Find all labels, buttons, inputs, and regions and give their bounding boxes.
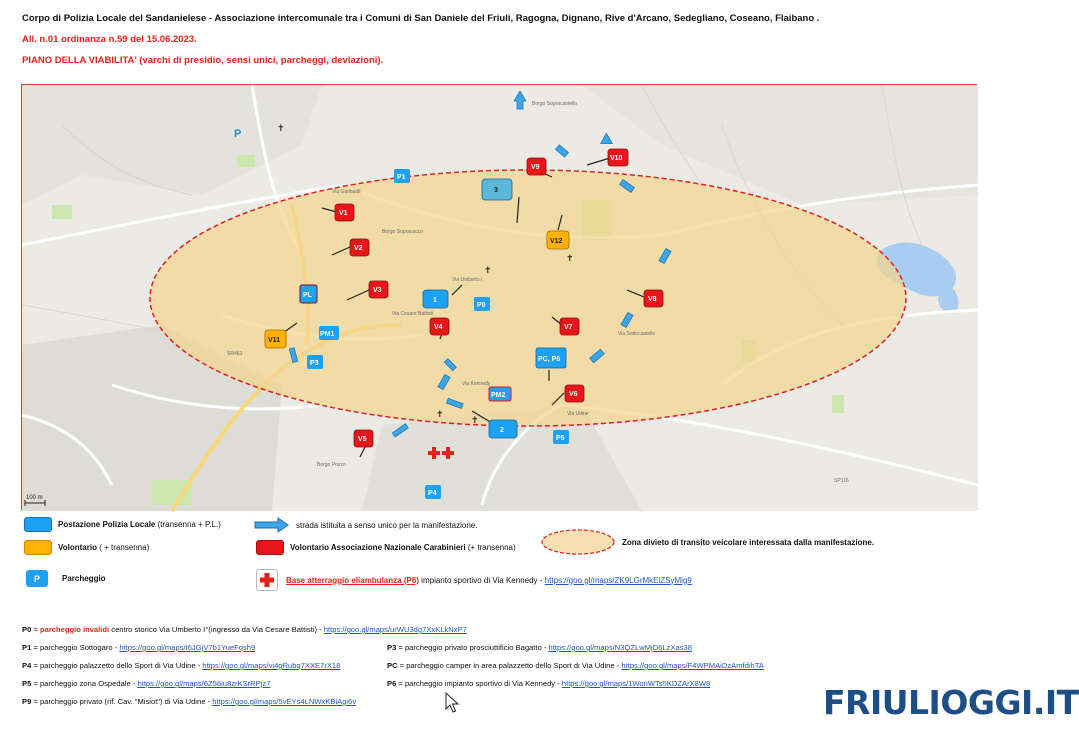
traffic-map[interactable] xyxy=(21,84,977,510)
parking-marker-pl xyxy=(300,285,317,303)
street-label: Via Udine xyxy=(567,411,589,417)
marker-label: V9 xyxy=(531,164,540,171)
legend-zona xyxy=(540,528,874,556)
parking-entry: P9 = parcheggio privato (rif. Cav. "Misiot") di Via Udine - https://goo.gl/maps/5vEYs4LNWxKBiAgi6v xyxy=(22,697,357,706)
map-green xyxy=(152,480,192,505)
legend-senso-unico xyxy=(254,517,477,533)
marker-label: 3 xyxy=(494,187,498,194)
marker-label: PL xyxy=(303,292,312,299)
marker-label: P3 xyxy=(310,360,319,367)
scale-label: 100 m xyxy=(26,495,43,501)
marker-label: 1 xyxy=(433,297,437,304)
marker-label: V5 xyxy=(358,436,367,443)
parking-link[interactable]: https://goo.gl/maps/F4WPMAiDzAmfdihTA xyxy=(621,661,764,670)
parking-link[interactable]: https://goo.gl/maps/vi4gRubq7XXE7rX18 xyxy=(202,661,341,670)
street-label: Borgo Sopracastello xyxy=(532,101,578,107)
map-legend xyxy=(22,515,1002,595)
marker-label: PM2 xyxy=(491,392,506,399)
mouse-cursor-icon xyxy=(445,692,461,714)
marker-label: V4 xyxy=(434,324,443,331)
parking-icon: P xyxy=(26,570,48,587)
one-way-arrow-icon xyxy=(254,517,290,533)
legend-parcheggio xyxy=(26,570,106,587)
marker-label: PM1 xyxy=(320,331,335,338)
marker-label: P1 xyxy=(397,174,406,181)
svg-text:✝: ✝ xyxy=(471,416,479,426)
street-label: SR463 xyxy=(227,351,243,357)
legend-orange-swatch xyxy=(24,540,52,555)
header-ordinance: All. n.01 ordinanza n.59 del 15.06.2023. xyxy=(22,34,197,45)
parking-entry: P4 = parcheggio palazzetto dello Sport di Via Udine - https://goo.gl/maps/vi4gRubq7XXE7rX18 xyxy=(22,661,341,670)
legend-parcheggio-label: Parcheggio xyxy=(62,574,106,583)
street-label: Via Umberto I xyxy=(452,277,483,283)
marker-label: PC, P6 xyxy=(538,356,561,363)
street-label: Via Garibaldi xyxy=(332,189,361,195)
parking-entry: PC = parcheggio camper in area palazzetto dello Sport di Via Udine - https://goo.gl/maps/F4WPMAiDzAmfdihTA xyxy=(387,661,764,670)
street-label: Via Kennedy xyxy=(462,381,491,387)
header-plan-title: PIANO DELLA VIABILITA' (varchi di presidio, sensi unici, parcheggi, deviazioni). xyxy=(22,55,384,66)
street-label: Borgo Pozzo xyxy=(317,462,346,468)
marker-label: P0 xyxy=(477,302,486,309)
parking-marker-p4 xyxy=(425,485,441,499)
map-green xyxy=(52,205,72,219)
parking-marker-p1 xyxy=(394,169,410,183)
marker-label: 2 xyxy=(500,427,504,434)
legend-polizia-label: Postazione Polizia Locale xyxy=(58,520,156,529)
street-label: SP116 xyxy=(834,478,849,484)
marker-label: V6 xyxy=(569,391,578,398)
parking-entry: P3 = parcheggio privato prosciuttificio Bagatto - https://goo.gl/maps/N3QZLwMjD6LzXas38 xyxy=(387,643,692,652)
map-canvas xyxy=(22,85,978,511)
parking-link[interactable]: https://goo.gl/maps/1WonWTs5KDZArX8W8 xyxy=(561,679,711,688)
parking-entry: P1 = parcheggio Sottogaro - https://goo.gl/maps/t6JGjV7b1YueFqsh9 xyxy=(22,643,256,652)
svg-text:✝: ✝ xyxy=(484,266,492,276)
legend-polizia xyxy=(24,517,221,532)
parking-link[interactable]: https://goo.gl/maps/5vEYs4LNWxKBiAgi6v xyxy=(212,697,357,706)
legend-zona-label: Zona divieto di transito veicolare interessata dalla manifestazione. xyxy=(622,537,875,547)
legend-eliambulanza xyxy=(256,569,692,591)
legend-volontario-note: ( + transenna) xyxy=(99,543,150,552)
parking-marker-pm2 xyxy=(489,387,511,401)
parking-link[interactable]: https://goo.gl/maps/t6JGjV7b1YueFqsh9 xyxy=(119,643,256,652)
parking-link[interactable]: https://goo.gl/maps/6Z56iu8zrKSrRPjz7 xyxy=(137,679,271,688)
street-label: Via Cesare Battisti xyxy=(392,311,434,317)
marker-label: V10 xyxy=(610,155,623,162)
parking-link[interactable]: https://goo.gl/maps/N3QZLwMjD6LzXas38 xyxy=(548,643,692,652)
svg-text:✝: ✝ xyxy=(436,410,444,420)
legend-polizia-note: (transenna + P.L.) xyxy=(157,520,221,529)
marker-label: V3 xyxy=(373,287,382,294)
legend-blue-swatch xyxy=(24,517,52,532)
street-label: Borgo Soprasacco xyxy=(382,229,424,235)
legend-senso-unico-label: strada istituita a senso unico per la manifestazione. xyxy=(296,520,478,530)
parking-marker-pm1 xyxy=(319,326,339,340)
legend-carabinieri-label: Volontario Associazione Nazionale Carabinieri xyxy=(290,543,466,552)
svg-text:✝: ✝ xyxy=(277,124,285,134)
red-cross-icon xyxy=(256,569,278,591)
street-label: Via Sottocastello xyxy=(618,331,656,337)
parking-entry: P0 = parcheggio invalidi centro storico Via Umberto I°(ingresso da Via Cesare Battisti) - https://goo.gl/maps/urWU3dg7XxKLkNxP7 xyxy=(22,625,467,634)
legend-eliambulanza-text: impianto sportivo di Via Kennedy - xyxy=(421,575,543,585)
parking-marker-p0 xyxy=(474,297,490,311)
map-green xyxy=(237,155,255,167)
restricted-zone xyxy=(150,170,906,426)
document-header xyxy=(22,8,1002,71)
marker-label: V2 xyxy=(354,245,363,252)
parking-link[interactable]: https://goo.gl/maps/urWU3dg7XxKLkNxP7 xyxy=(323,625,467,634)
legend-carabinieri-note: (+ transenna) xyxy=(467,543,516,552)
legend-red-swatch xyxy=(256,540,284,555)
brand-logo: FRIULIOGGI.IT xyxy=(823,683,1079,722)
parking-entry: P6 = parcheggio impianto sportivo di Via Kennedy - https://goo.gl/maps/1WonWTs5KDZArX8W8 xyxy=(387,679,711,688)
marker-label: V12 xyxy=(550,238,563,245)
legend-eliambulanza-link[interactable]: https://goo.gl/maps/ZK9LGrMkEiZSyMig9 xyxy=(544,575,692,585)
legend-volontario xyxy=(24,540,149,555)
map-green xyxy=(832,395,844,413)
legend-volontario-label: Volontario xyxy=(58,543,97,552)
zone-ellipse-icon xyxy=(540,528,616,556)
parking-p-icon xyxy=(234,128,241,140)
legend-eliambulanza-label: Base atterraggio eliambulanza (P6) xyxy=(286,575,419,585)
legend-carabinieri xyxy=(256,540,516,555)
header-title: Corpo di Polizia Locale del Sandanielese - Associazione intercomunale tra i Comuni di San Daniele del Friuli, Ragogna, Dignano, Rive d'Arcano, Sedegliano, Coseano, Flaibano . xyxy=(22,13,820,24)
parking-marker-p3 xyxy=(307,355,323,369)
marker-label: P5 xyxy=(556,435,565,442)
marker-label: P4 xyxy=(428,490,437,497)
parking-marker-p5 xyxy=(553,430,569,444)
marker-label: V11 xyxy=(268,337,281,344)
marker-label: V7 xyxy=(564,324,573,331)
marker-label: V8 xyxy=(648,296,657,303)
parking-entry: P5 = parcheggio zona Ospedale - https://goo.gl/maps/6Z56iu8zrKSrRPjz7 xyxy=(22,679,271,688)
marker-label: V1 xyxy=(339,210,348,217)
svg-text:✝: ✝ xyxy=(566,254,574,264)
svg-text:P: P xyxy=(234,128,242,140)
